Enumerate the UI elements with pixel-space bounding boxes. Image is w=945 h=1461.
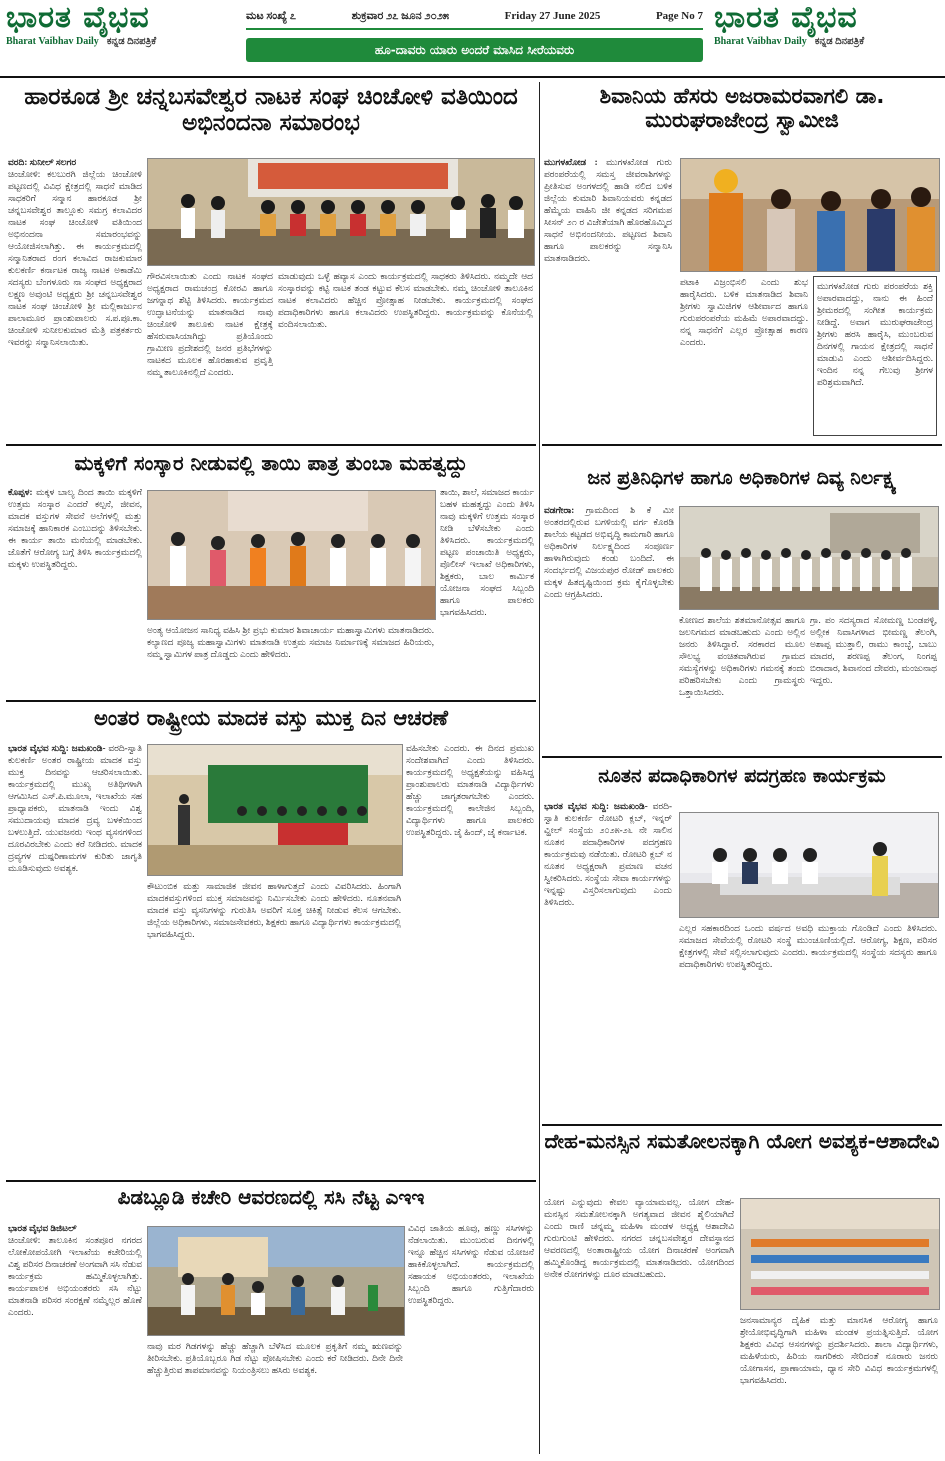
article-7-col1: ಯೋಗ ಎನ್ನುವುದು ಕೇವಲ ವ್ಯಾಯಾಮವಲ್ಲ. ಯೋಗ ದೇಹ-ಮನಸ್ಸಿನ ಸಮತೋಲನಕ್ಕಾಗಿ ಅಗತ್ಯವಾದ ಜೀವನ ಶೈಲಿಯಾಗಿದೆ ಎಂದು ರಾಣಿ ಚನ್ನಮ್ಮ ಮಹಿಳಾ ಮಂಡಳ ಅಧ್ಯಕ್ಷ ಆಶಾದೇವಿ ಗುರುಗುಂಟಿ ಹೇಳಿದರು. ನಗರದ ಚನ್ನಬಸವೇಶ್ವರ ದೇವಸ್ಥಾನದ ಆವರಣದಲ್ಲಿ ಅಂತಾರಾಷ್ಟ್ರೀಯ ಯೋಗ ದಿನಾಚರಣೆ ಅಂಗವಾಗಿ ಹಮ್ಮಿಕೊಂಡಿದ್ದ ಕಾರ್ಯಕ್ರಮದಲ್ಲಿ ಮಾತನಾಡಿದರು. ಯೋಗದಿಂದ ಅನೇಕ ರೋಗಗಳನ್ನು ದೂರ ಮಾಡಬಹುದು. [544, 1197, 734, 1279]
article-7-headline: ದೇಹ-ಮನಸ್ಸಿನ ಸಮತೋಲನಕ್ಕಾಗಿ ಯೋಗ ಅವಶ್ಯಕ-ಆಶಾದೇವಿ [544, 1129, 940, 1153]
article-5-col1 [8, 742, 142, 1178]
masthead-subtitle-kn-left: ಕನ್ನಡ ದಿನಪತ್ರಿಕೆ [106, 36, 157, 47]
article-3-divider [6, 700, 536, 702]
article-6-col1-text: ವರದಿ-ಸ್ವಾತಿ ಕುಲಕರ್ಣಿ ರೋಟರಿ ಕ್ಲಬ್, ಇನ್ನರ್ ವ್ಹೀಲ್ ಸಂಸ್ಥೆಯ ೨೦೨೫-೨೬ ನೇ ಸಾಲಿನ ನೂತನ ಪದಾಧಿಕಾರಿಗಳ ಪದಗ್ರಹಣ ಕಾರ್ಯಕ್ರಮವು ನಡೆಯಿತು. ರೋಟರಿ ಕ್ಲಬ್ ನ ನೂತನ ಅಧ್ಯಕ್ಷರಾಗಿ ಪ್ರಮಾಣ ವಚನ ಸ್ವೀಕರಿಸಿದರು. ಸಂಸ್ಥೆಯ ಸೇವಾ ಕಾರ್ಯಗಳನ್ನು ಇನ್ನಷ್ಟು ವಿಸ್ತರಿಸಲಾಗುವುದು ಎಂದು ತಿಳಿಸಿದರು. [544, 801, 672, 907]
article-2-col2: ಪಟಾಕಿ ವಿಜ್ರಂಭಿಸಲಿ ಎಂದು ಶುಭ ಹಾರೈಸಿದರು. ಬಳಿಕ ಮಾತನಾಡಿದ ಶಿವಾನಿ ಶ್ರೀಗಳು ಸ್ವಾಮಿಜಿಗಳ ಆಶೀರ್ವಾದ ಹಾಗೂ ಗುರುಪರಂಪರೆಯ ಮಹಿಮೆ ಅಪಾರವಾದದ್ದು. ನನ್ನ ಸಾಧನೆಗೆ ಎಲ್ಲರ ಪ್ರೋತ್ಸಾಹ ಕಾರಣ ಎಂದರು. [680, 277, 808, 347]
felicitation-stage-photo [148, 159, 534, 265]
masthead-title-left: ಭಾರತ ವೈಭವ [6, 0, 150, 35]
issue-bar [246, 4, 703, 30]
masthead-divider [0, 76, 945, 78]
article-6-headline: ನೂತನ ಪದಾಧಿಕಾರಿಗಳ ಪದಗ್ರಹಣ ಕಾರ್ಯಕ್ರಮ [598, 765, 886, 787]
rotary-installation-photo [680, 813, 938, 917]
article-4-col1 [544, 504, 674, 750]
tree-planting-photo [148, 1227, 404, 1335]
article-6-lead: ಭಾರತ ವೈಭವ ಸುದ್ದಿ: ಜಮಖಂಡಿ- [544, 801, 648, 811]
article-5-photo [147, 744, 403, 876]
article-3-headline: ಮಕ್ಕಳಿಗೆ ಸಂಸ್ಕಾರ ನೀಡುವಲ್ಲಿ ತಾಯಿ ಪಾತ್ರ ತುಂಬಾ ಮಹತ್ವದ್ದು [74, 451, 468, 475]
yoga-day-group-photo [741, 1199, 939, 1309]
masthead-subtitle-kn-right: ಕನ್ನಡ ದಿನಪತ್ರಿಕೆ [814, 36, 865, 47]
article-2-quote-text: ಮುಗಳಖೋಡ ಗುರು ಪರಂಪರೆಯ ಶಕ್ತಿ ಅಪಾರವಾದದ್ದು, ನಾನು ಈ ಹಿಂದೆ ಶ್ರೀಮಠದಲ್ಲಿ ಸಂಗೀತ ಕಾರ್ಯಕ್ರಮ ನೀಡಿದ್ದೆ. ಅವಾಗ ಮುರುಘರಾಜೇಂದ್ರ ಶ್ರೀಗಳು ಹರಸಿ ಹಾರೈಸಿ, ಮುಂಬರುವ ದಿನಗಳಲ್ಲಿ ಗಾಯನ ಕ್ಷೇತ್ರದಲ್ಲಿ ಸಾಧನೆ ಮಾಡುವಿ ಎಂದು ಆಶೀರ್ವದಿಸಿದ್ದರು. ಇಂದಿನ ನನ್ನ ಗೆಲುವು ಶ್ರೀಗಳ ಪರಿಶ್ರಮವಾಗಿದೆ. [817, 281, 933, 387]
article-6-photo [679, 812, 939, 918]
article-8-col1 [8, 1222, 142, 1452]
masthead-right [714, 2, 944, 72]
article-7-col2: ಜನಸಾಮಾನ್ಯರ ದೈಹಿಕ ಮತ್ತು ಮಾನಸಿಕ ಆರೋಗ್ಯ ಹಾಗೂ ಶ್ರೇಯೋಭಿವೃದ್ಧಿಗಾಗಿ ಮಹಿಳಾ ಮಂಡಳ ಪ್ರಯತ್ನಿಸುತ್ತಿದೆ. ಯೋಗ ಶಿಕ್ಷಕರು ವಿವಿಧ ಆಸನಗಳನ್ನು ಪ್ರದರ್ಶಿಸಿದರು. ಶಾಲಾ ವಿದ್ಯಾರ್ಥಿಗಳು, ಮಹಿಳೆಯರು, ಹಿರಿಯ ನಾಗರಿಕರು ಸೇರಿದಂತೆ ನೂರಾರು ಜನರು ಯೋಗಾಸನ, ಪ್ರಾಣಾಯಾಮ, ಧ್ಯಾನ ಸೇರಿ ವಿವಿಧ ಕಾರ್ಯಕ್ರಮಗಳಲ್ಲಿ ಭಾಗವಹಿಸಿದರು. [740, 1315, 938, 1385]
article-6-col2: ಎಲ್ಲರ ಸಹಕಾರದಿಂದ ಒಂದು ವರ್ಷದ ಅವಧಿ ಮುಕ್ತಾಯ ಗೊಂಡಿದೆ ಎಂದು ತಿಳಿಸಿದರು. ಸಮಾಜದ ಸೇವೆಯಲ್ಲಿ ರೋಟರಿ ಸಂಸ್ಥೆ ಮುಂಚೂಣಿಯಲ್ಲಿದೆ. ಆರೋಗ್ಯ, ಶಿಕ್ಷಣ, ಪರಿಸರ ಕ್ಷೇತ್ರಗಳಲ್ಲಿ ಸೇವೆ ಸಲ್ಲಿಸಲಾಗುವುದು ಎಂದರು. ಕಾರ್ಯಕ್ರಮದಲ್ಲಿ ಸಂಸ್ಥೆಯ ಸದಸ್ಯರು ಹಾಗೂ ಪದಾಧಿಕಾರಿಗಳು ಉಪಸ್ಥಿತರಿದ್ದರು. [679, 923, 937, 969]
article-5-col3: ವಹಿಸಬೇಕು ಎಂದರು. ಈ ದಿನದ ಪ್ರಮುಖ ಸಂದೇಶವಾಗಿದೆ ಎಂದು ತಿಳಿಸಿದರು. ಕಾರ್ಯಕ್ರಮದಲ್ಲಿ ಅಧ್ಯಕ್ಷತೆಯನ್ನು ವಹಿಸಿದ್ದ ಪ್ರಾಂಶುಪಾಲರು ಮಾತನಾಡಿ ವಿದ್ಯಾರ್ಥಿಗಳು ಹೆಚ್ಚು ಜಾಗೃತರಾಗಬೇಕು ಎಂದರು. ಕಾರ್ಯಕ್ರಮದಲ್ಲಿ ಕಾಲೇಜಿನ ಸಿಬ್ಬಂದಿ, ವಿದ್ಯಾರ್ಥಿಗಳು ಹಾಗೂ ಪಾಲಕರು ಉಪಸ್ಥಿತರಿದ್ದರು. ಜೈ ಹಿಂದ್, ಜೈ ಕರ್ನಾಟಕ. [406, 743, 534, 837]
issue-number: ಮಟ ಸಂಖ್ಯೆ ೭ [246, 9, 296, 22]
masthead-subtitle-en-right: Bharat Vaibhav Daily [714, 36, 807, 47]
article-4-headline: ಜನ ಪ್ರತಿನಿಧಿಗಳ ಹಾಗೂ ಅಧಿಕಾರಿಗಳ ದಿವ್ಯ ನಿರ್ಲಕ್ಷ್ಯ [587, 467, 897, 489]
article-2-lead: ಮುಗಳಖೋಡ : [544, 157, 598, 167]
article-8-headline: ಪಿಡಬ್ಲೂಡಿ ಕಚೇರಿ ಆವರಣದಲ್ಲಿ ಸಸಿ ನೆಟ್ಟ ಎಇಇ [117, 1185, 425, 1209]
article-2-quote-box [813, 276, 937, 436]
article-8-lead: ಭಾರತ ವೈಭವ ಡಿಜಿಟಲ್ [8, 1223, 77, 1233]
date-en: Friday 27 June 2025 [504, 10, 601, 22]
article-8-photo [147, 1226, 405, 1336]
article-1-photo [147, 158, 535, 266]
article-8-col2: ನಾವು ಮರ ಗಿಡಗಳನ್ನು ಹೆಚ್ಚು ಹೆಚ್ಚಾಗಿ ಬೆಳೆಸಿದ ಮೂಲಕ ಪ್ರಕೃತಿಗೆ ನಮ್ಮ ಋಣವನ್ನು ತೀರಿಸಬೇಕು. ಪ್ರತಿಯೊಬ್ಬರೂ ಗಿಡ ನೆಟ್ಟು ಪೋಷಿಸಬೇಕು ಎಂದು ಕರೆ ನೀಡಿದರು. ದಿನೇ ದಿನೇ ಹೆಚ್ಚುತ್ತಿರುವ ತಾಪಮಾನವನ್ನು ನಿಯಂತ್ರಿಸಲು ಹಸಿರು ಅವಶ್ಯಕ. [147, 1341, 403, 1375]
article-1-lead: ವರದಿ: ಸುನೀಲ್ ಸಲಗರ [8, 157, 77, 167]
article-1-col3: ಮಾಡುವುದು ಒಳ್ಳೆ ಹವ್ಯಾಸ ಎಂದು ಕಾರ್ಯಕ್ರಮದಲ್ಲಿ ಸಾಧಕರು ತಿಳಿಸಿದರು. ನಮ್ಮದೇ ಆದ ಸಂಸ್ಕಾರವನ್ನು ಕಟ್ಟಿ ನಾಟಕ ತಂಡ ಕಟ್ಟುವ ಕೆಲಸ ಮಾಡಬೇಕು. ನಮ್ಮ ಚಿಂಚೋಳಿ ತಾಲೂಕಿನ ನಾಟಕ ಕಲಾವಿದರು ಹೆಚ್ಚಿನ ಪ್ರೋತ್ಸಾಹ ನೀಡಬೇಕು. ಕಾರ್ಯಕ್ರಮದಲ್ಲಿ ಸಂಘದ ಪದಾಧಿಕಾರಿಗಳು ಹಾಗೂ ಕಲಾವಿದರು ಉಪಸ್ಥಿತರಿದ್ದರು. ಕಾರ್ಯಕ್ರಮವನ್ನು ಕೊನೆಯಲ್ಲಿ ವಂದಿಸಲಾಯಿತು. [278, 271, 533, 329]
column-divider [539, 82, 540, 1454]
date-kn: ಶುಕ್ರವಾರ ೨೭ ಜೂನ ೨೦೨೫ [351, 9, 450, 22]
article-1-col1-text: ಚಿಂಚೋಳಿ: ಕಲಬುರಗಿ ಜಿಲ್ಲೆಯ ಚಿಂಚೋಳಿ ಪಟ್ಟಣದಲ್ಲಿ ವಿವಿಧ ಕ್ಷೇತ್ರದಲ್ಲಿ ಸಾಧನೆ ಮಾಡಿದ ಸಾಧಕರಿಗೆ ಸನ್ಮಾನ ಹಾರಕೂಡ ಶ್ರೀ ಚನ್ನಬಸವೇಶ್ವರ ತಾಲ್ಲೂಕು ಸಮಗ್ರ ಕಲಾವಿದರ ನಾಟಕ ಸಂಘ ಚಿಂಚೋಳಿ ವತಿಯಿಂದ ಅಭಿನಂದನಾ ಸಮಾರಂಭವನ್ನು ಆಯೋಜಿಸಲಾಗಿತ್ತು. ಈ ಕಾರ್ಯಕ್ರಮದಲ್ಲಿ ಸನ್ಮಾನಿತರಾದ ರಂಗ ಕಲಾವಿದ ರಾಜಕುಮಾರ ಕುಲಕರ್ಣಿ ಕರ್ನಾಟಕ ರಾಜ್ಯ ನಾಟಕ ಅಕಾಡೆಮಿ ಸದಸ್ಯರು ಬೆಂಗಳೂರು ನಾ ಸಂಘದ ಅಧ್ಯಕ್ಷರಾದ ಲಕ್ಷ್ಮಣ ಅವುಂಟಿ ಅಧ್ಯಕ್ಷರು ಶ್ರೀ ಚನ್ನಬಸವೇಶ್ವರ ನಾಟಕ ಸಂಘ ಚಿಂಚೋಳಿ ಶ್ರೀ ಮಲ್ಲಿಕಾರ್ಜುನ ಪಾಲಾಮೂರ ಪ್ರಾಂಶುಪಾಲರು ಸ.ಪ.ಪೂ.ಕಾ. ಚಿಂಚೋಳಿ ಸುನೀಲಕುಮಾರ ಮೆತ್ರಿ ಪತ್ರಕರ್ತರು ಇವರನ್ನು ಸನ್ಮಾನಿಸಲಾಯಿತು. [8, 169, 142, 347]
article-1-divider [6, 444, 536, 446]
article-4-lead: ವಡಗೇರಾ: [544, 505, 575, 515]
article-3-lead: ಕೊಪ್ಪಳ: [8, 487, 33, 497]
article-3-col3: ತಾಯಿ, ಶಾಲೆ, ಸಮಾಜದ ಕಾರ್ಯ ಬಹಳ ಮಹತ್ವದ್ದು ಎಂದು ತಿಳಿಸಿ ನಾವು ಮಕ್ಕಳಿಗೆ ಉತ್ತಮ ಸಂಸ್ಕಾರ ನೀಡಿ ಬೆಳೆಸಬೇಕು ಎಂದು ತಿಳಿಸಿದರು. ಕಾರ್ಯಕ್ರಮದಲ್ಲಿ ಪಟ್ಟಣ ಪಂಚಾಯಿತಿ ಅಧ್ಯಕ್ಷರು, ಪೊಲೀಸ್ ಇಲಾಖೆ ಅಧಿಕಾರಿಗಳು, ಶಿಕ್ಷಕರು, ಬಾಲ ಕಾರ್ಮಿಕ ಯೋಜನಾ ಸಂಘದ ಸಿಬ್ಬಂದಿ ಹಾಗೂ ಪಾಲಕರು ಭಾಗವಹಿಸಿದರು. [440, 487, 534, 617]
article-4-col2: ಕೋಣದ ಶಾಲೆಯ ಶತಮಾನೋತ್ಸವ ಹಾಗೂ ಜಲನಿಗಮದ ಮಾಡಬಹುದು ಎಂದು ಅಲ್ಲಿನ ಜನರು ತಿಳಿಸಿದ್ದಾರೆ. ಸರಕಾರದ ಮೂಲ ಸೌಲಭ್ಯ ವಂಚಿತವಾಗಿರುವ ಗ್ರಾಮದ ಸಮಸ್ಯೆಗಳನ್ನು ಅಧಿಕಾರಿಗಳು ಗಮನಕ್ಕೆ ತಂದು ಪರಿಹರಿಸಬೇಕು ಎಂದು ಗ್ರಾಮಸ್ಥರು ಒತ್ತಾಯಿಸಿದರು. [679, 615, 805, 697]
article-2-photo [680, 158, 940, 272]
article-3-col2: ಅಂತ್ಯ ಆಯೋಜನ ಸಾನಿಧ್ಯ ವಹಿಸಿ ಶ್ರೀ ಪ್ರಭು ಕುಮಾರ ಶಿವಾಚಾರ್ಯ ಮಹಾಸ್ವಾಮಿಗಳು ಮಾತನಾಡಿದರು. ಕಲ್ಯಾಣದ ಪೂಜ್ಯ ಮಹಾಸ್ವಾಮಿಗಳು ಮಾತನಾಡಿ ಉತ್ತಮ ಸಮಾಜ ನಿರ್ಮಾಣಕ್ಕೆ ಸಮಾಜದ ಹಿರಿಯರು, ನಮ್ಮ ಸ್ವಾಮಿಗಳ ಪಾತ್ರ ದೊಡ್ಡದು ಎಂದು ಹೇಳಿದರು. [147, 625, 434, 659]
article-3-col1 [8, 486, 142, 696]
shivani-felicitation-photo [681, 159, 939, 271]
tagline-banner: ಹೂ-ದಾವರು ಯಾರು ಅಂದರೆ ಮಾಸಿದ ಸೀರೆಯವರು [246, 38, 703, 62]
page-number: Page No 7 [655, 10, 703, 22]
article-5-col1-text: ವರದಿ-ಸ್ವಾತಿ ಕುಲಕರ್ಣಿ ಅಂತರ ರಾಷ್ಟ್ರೀಯ ಮಾದಕ ವಸ್ತು ಮುಕ್ತ ದಿನವನ್ನು ಆಚರಿಸಲಾಯಿತು. ಕಾರ್ಯಕ್ರಮದಲ್ಲಿ ಮುಖ್ಯ ಅತಿಥಿಗಳಾಗಿ ಆಗಮಿಸಿದ ಎಸ್.ಪಿ.ಮೂಲಾ, ಇಲಾಖೆಯ ಸಹ ಪ್ರಾಧ್ಯಾಪಕರು, ಮಾತನಾಡಿ ಇಂದು ವಿಶ್ವ ಸಮುದಾಯವು ಮಾದಕ ದ್ರವ್ಯ ಬಳಕೆಯಿಂದ ಬಳಲುತ್ತಿದೆ. ಯುವಜನರು ಇಂಥ ವ್ಯಸನಗಳಿಂದ ದೂರವಿರಬೇಕು ಎಂದು ಕರೆ ನೀಡಿದರು. ಮಾದಕ ದ್ರವ್ಯಗಳ ದುಷ್ಪರಿಣಾಮಗಳ ಕುರಿತು ಜಾಗೃತಿ ಮೂಡಿಸುವುದು ಅವಶ್ಯಕ. [8, 743, 142, 873]
article-2-divider [542, 444, 942, 446]
article-2-headline: ಶಿವಾನಿಯ ಹೆಸರು ಅಜರಾಮರವಾಗಲಿ ಡಾ. ಮುರುಘರಾಜೇಂದ್ರ ಸ್ವಾಮೀಜಿ [599, 84, 885, 133]
article-8-col3: ವಿವಿಧ ಜಾತಿಯ ಹೂವು, ಹಣ್ಣು ಸಸಿಗಳನ್ನು ನೆಡಲಾಯಿತು. ಮುಂಬರುವ ದಿನಗಳಲ್ಲಿ ಇನ್ನೂ ಹೆಚ್ಚಿನ ಸಸಿಗಳನ್ನು ನೆಡುವ ಯೋಜನೆ ಹಾಕಿಕೊಳ್ಳಲಾಗಿದೆ. ಕಾರ್ಯಕ್ರಮದಲ್ಲಿ ಸಹಾಯಕ ಅಭಿಯಂತರರು, ಇಲಾಖೆಯ ಸಿಬ್ಬಂದಿ ಹಾಗೂ ಗುತ್ತಿಗೆದಾರರು ಉಪಸ್ಥಿತರಿದ್ದರು. [408, 1223, 534, 1305]
masthead-left [6, 2, 236, 72]
article-5-divider [6, 1180, 536, 1182]
article-8-col1-text: ಚಿಂಚೋಳಿ: ತಾಲೂಕಿನ ಸಂತಪೂರ ನಗರದ ಲೋಕೋಪಯೋಗಿ ಇಲಾಖೆಯ ಕಚೇರಿಯಲ್ಲಿ ವಿಶ್ವ ಪರಿಸರ ದಿನಾಚರಣೆ ಅಂಗವಾಗಿ ಸಸಿ ನೆಡುವ ಕಾರ್ಯಕ್ರಮ ಹಮ್ಮಿಕೊಳ್ಳಲಾಗಿತ್ತು. ಕಾರ್ಯಪಾಲಕ ಅಭಿಯಂತರರು ಸಸಿ ನೆಟ್ಟು ಮಾತನಾಡಿ ಪರಿಸರ ಸಂರಕ್ಷಣೆ ನಮ್ಮೆಲ್ಲರ ಹೊಣೆ ಎಂದರು. [8, 1235, 142, 1317]
article-1-col1 [8, 156, 142, 438]
article-4-photo [679, 506, 939, 610]
article-3-photo [147, 490, 436, 620]
school-building-protest-photo [680, 507, 938, 609]
article-2-col1-text: ಮುಗಳಖೋಡ ಗುರು ಪರಂಪರೆಯಲ್ಲಿ ಸಮಸ್ತ ಜೀವರಾಶಿಗಳನ್ನು ಪ್ರೀತಿಸುವ ಅಂಗಳದಲ್ಲಿ ಹಾಡಿ ನಲಿದ ಬಳಿಕ ಜಿಲ್ಲೆಯ ಕುಮಾರಿ ಶಿವಾನಿಯವರು ಕನ್ನಡದ ಹೆಮ್ಮೆಯ ವಾಹಿನಿ ಜೀ ಕನ್ನಡದ ಸರಿಗಮಪ ಸೀಸನ್ ೨೧ ರ ವಿಜೇತೆಯಾಗಿ ಹೊರಹೊಮ್ಮಿದ ಸಾಧನೆ ಅಭಿನಂದನೀಯ. ಪಟ್ಟಣದ ಶಿವಾನಿ ಹಾಗೂ ಪಾಲಕರನ್ನು ಸನ್ಮಾನಿಸಿ ಮಾತನಾಡಿದರು. [544, 157, 672, 263]
masthead-title-right: ಭಾರತ ವೈಭವ [714, 0, 858, 35]
article-6-col1 [544, 800, 672, 1118]
article-7-photo [740, 1198, 940, 1310]
article-3-col1-text: ಮಕ್ಕಳ ಬಾಲ್ಯ ದಿಂದ ತಾಯಿ ಮಕ್ಕಳಿಗೆ ಉತ್ತಮ ಸಂಸ್ಕಾರ ಎಂದರೆ ಕಲ್ಪನೆ, ಜೀವನ, ಮಾದಕ ವಸ್ತುಗಳ ಸೇವನೆ ಅಲೆಗಳಲ್ಲಿ ಮತ್ತು ಸಮಾಜಕ್ಕೆ ಹಾನಿಕಾರಕ ಎಂಬುದನ್ನು ತಿಳಿಸಬೇಕು. ಈ ಕಾರ್ಯ ತಾಯಿ ಮನೆಯಲ್ಲಿ ಮಾಡಬೇಕು. ಜೊತೆಗೆ ಆರೋಗ್ಯ ಬಗ್ಗೆ ತಿಳಿಸಿ ಕಾರ್ಯಕ್ರಮದಲ್ಲಿ ಮಕ್ಕಳು ಉಪಸ್ಥಿತರಿದ್ದರು. [8, 487, 142, 569]
mothers-event-photo [148, 491, 435, 619]
article-5-headline: ಅಂತರ ರಾಷ್ಟ್ರೀಯ ಮಾದಕ ವಸ್ತು ಮುಕ್ತ ದಿನ ಆಚರಣೆ [94, 706, 448, 730]
article-1-col2: ಗೌರವಿಸಲಾಯಿತು ಎಂದು ನಾಟಕ ಸಂಘದ ಅಧ್ಯಕ್ಷರಾದ ರಾಮಚಂದ್ರ ಕೋರವಿ ಹಾಗೂ ಜಗನ್ನಾಥ ಶೆಟ್ಟಿ ತಿಳಿಸಿದರು. ಕಾರ್ಯಕ್ರಮದ ಉದ್ಘಾಟನೆಯನ್ನು ಮಾತನಾಡಿದ ನಾವು ಚಿಂಚೋಳಿ ತಾಲೂಕು ನಾಟಕ ಕ್ಷೇತ್ರಕ್ಕೆ ಹೆಸರುವಾಸಿಯಾಗಿದ್ದು ಪ್ರತಿಯೊಂದು ಗ್ರಾಮೀಣ ಪ್ರದೇಶದಲ್ಲಿ ಜನರ ಪ್ರತಿಭೆಗಳನ್ನು ನಾಟಕದ ಮೂಲಕ ಹೊರಹಾಕುವ ಪ್ರವೃತ್ತಿ ನಮ್ಮ ತಾಲೂಕಿನಲ್ಲಿದೆ ಎಂದರು. [147, 271, 273, 377]
drug-free-day-stage-photo [148, 745, 402, 875]
article-5-lead: ಭಾರತ ವೈಭವ ಸುದ್ದಿ: ಜಮಖಂಡಿ- [8, 743, 106, 753]
masthead-subtitle-en-left: Bharat Vaibhav Daily [6, 36, 99, 47]
article-4-col1-text: ಗ್ರಾಮದಿಂದ ಶಿ ಕೆ ಮೀ ಅಂತರದಲ್ಲಿರುವ ಬಗಳಿಯಲ್ಲಿ ವರ್ಗ ಕೊಠಡಿ ಶಾಲೆಯ ಕಟ್ಟಡದ ಅಭಿವೃದ್ಧಿ ಕಾಮಗಾರಿ ಹಾಗೂ ಅಧಿಕಾರಿಗಳ ನಿರ್ಲಕ್ಷ್ಯದಿಂದ ಸಂಪೂರ್ಣ ಹಾಳಾಗಿರುವುದು ಕಂಡು ಬಂದಿದೆ. ಈ ಸಂದರ್ಭದಲ್ಲಿ ವಿಜಯಪುರ ರೋಡ್ ಪಾಲಕರು ಮಕ್ಕಳ ಹಿತದೃಷ್ಟಿಯಿಂದ ಕ್ರಮ ಕೈಗೊಳ್ಳಬೇಕು ಎಂದು ಆಗ್ರಹಿಸಿದರು. [544, 505, 674, 599]
article-4-col3: ಗ್ರಾ. ಪಂ ಸದಸ್ಯರಾದ ಸೋಮಣ್ಣ ಬಂಡಪಳ್ಳಿ, ಅಲ್ಲೀಕ ನಿವಾಸಿಗಳಾದ ಭೀಮಣ್ಣ ತೆಲಂಗಿ, ಅಶಾಪ್ಪ ಮುತ್ತಾಲಿ, ರಾಮು ಕಾಂಬ್ಳೆ, ಬಾಬು ಮಾದರ, ಶರಣಪ್ಪ ತೆಲಂಗ, ನಿಂಗಪ್ಪ ಬಿರಾದಾರ, ಶಿವಾನಂದ ದೇವರು, ಮಂಜುನಾಥ ಇದ್ದರು. [810, 615, 937, 685]
article-6-divider [542, 1124, 942, 1126]
article-1-headline: ಹಾರಕೂಡ ಶ್ರೀ ಚನ್ನಬಸವೇಶ್ವರ ನಾಟಕ ಸಂಘ ಚಿಂಚೋಳಿ ವತಿಯಿಂದ ಅಭಿನಂದನಾ ಸಮಾರಂಭ [24, 84, 518, 137]
article-4-divider [542, 756, 942, 758]
article-2-col1 [544, 156, 672, 438]
article-5-col2: ಕೌಟುಂಬಿಕ ಮತ್ತು ಸಾಮಾಜಿಕ ಜೀವನ ಹಾಳಾಗುತ್ತದೆ ಎಂದು ವಿವರಿಸಿದರು. ಹಿಂಗಾಗಿ ಮಾದಕವಸ್ತುಗಳಿಂದ ಮುಕ್ತ ಸಮಾಜವನ್ನು ನಿರ್ಮಿಸಬೇಕು ಎಂದು ಹೇಳಿದರು. ನೂತನವಾಗಿ ಮಾದಕ ವಸ್ತು ವ್ಯಸನಿಗಳನ್ನು ಗುರುತಿಸಿ ಅವರಿಗೆ ಸೂಕ್ತ ಚಿಕಿತ್ಸೆ ನೀಡುವ ಕೆಲಸ ಆಗಬೇಕು. ಜಿಲ್ಲೆಯ ಅಧಿಕಾರಿಗಳು, ಸಮಾಜಸೇವಕರು, ಶಿಕ್ಷಕರು ಹಾಗೂ ವಿದ್ಯಾರ್ಥಿಗಳು ಕಾರ್ಯಕ್ರಮದಲ್ಲಿ ಭಾಗವಹಿಸಿದ್ದರು. [147, 881, 401, 939]
